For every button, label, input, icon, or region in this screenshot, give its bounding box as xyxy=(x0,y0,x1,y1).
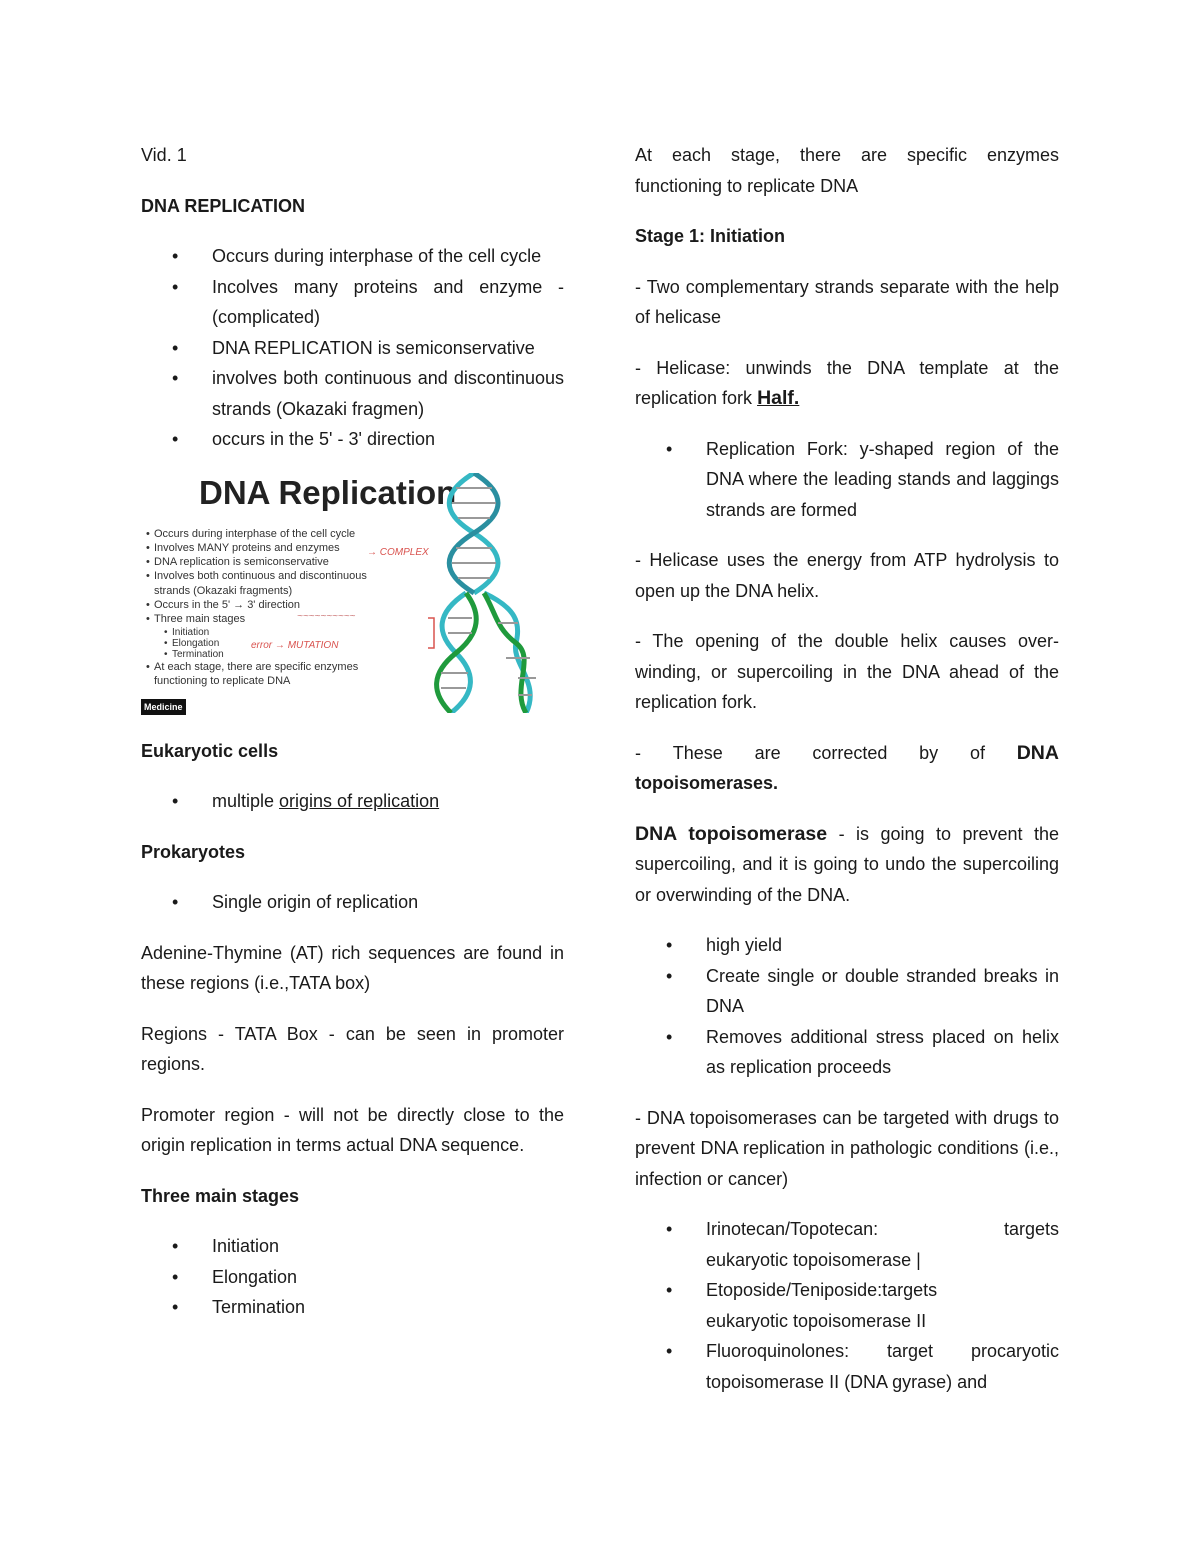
bullet-item: • Create single or double stranded breaks in DNA xyxy=(635,961,1059,1022)
bullet-item: • Etoposide/Teniposide:targets eukaryotic topoisomerase II xyxy=(635,1275,966,1336)
figure-subitem: • Elongation xyxy=(146,638,386,649)
figure-item: • At each stage, there are specific enzymes functioning to replicate DNA xyxy=(146,660,386,689)
left-column xyxy=(141,140,564,1343)
annotation-complex: → COMPLEX xyxy=(367,546,429,558)
figure-badge: Medicine xyxy=(141,699,186,715)
paragraph-strands: - Two complementary strands separate with the help of helicase xyxy=(635,276,1059,327)
bullet-item: • Incolves many proteins and enzyme - (complicated) xyxy=(141,272,564,333)
stages-bullets xyxy=(141,1231,564,1323)
drug-bullets xyxy=(635,1214,1059,1397)
paragraph-helicase: - Helicase: unwinds the DNA template at the replication fork Half. xyxy=(635,357,1059,409)
section-heading-eukaryotic: Eukaryotic cells xyxy=(141,740,279,761)
bullet-item: • Termination xyxy=(141,1292,564,1323)
paragraph-drugs: - DNA topoisomerases can be targeted with drugs to prevent DNA replication in pathologic conditions (i.e., infection or cancer) xyxy=(635,1107,1059,1189)
bullet-item: • Single origin of replication xyxy=(141,887,564,918)
paragraph-supercoiling: - The opening of the double helix causes over-winding, or supercoiling in the DNA ahead of the replication fork. xyxy=(635,631,1059,712)
figure-subitem: • Initiation xyxy=(146,627,386,638)
bullet-item: • Replication Fork: y-shaped region of the DNA where the leading stands and laggings strands are formed xyxy=(635,434,1059,526)
annotation-direction-note: ~~~~~~~~~~ xyxy=(297,610,356,622)
figure-item: • Three main stages xyxy=(146,612,386,626)
bullet-item: • Occurs during interphase of the cell cycle xyxy=(141,241,564,272)
fork-bullets xyxy=(635,434,1059,526)
figure-item: • Involves MANY proteins and enzymes xyxy=(146,541,386,555)
half-note: Half. xyxy=(757,387,800,409)
figure-item: • Occurs during interphase of the cell cycle xyxy=(146,527,386,541)
figure-item: • DNA replication is semiconservative xyxy=(146,555,386,569)
paragraph-topo-definition: DNA topoisomerase - is going to prevent the supercoiling, and it is going to undo the supercoiling or overwinding of the DNA. xyxy=(635,822,1059,905)
bullet-item: • Irinotecan/Topotecan: targets eukaryotic topoisomerase | xyxy=(635,1214,1059,1275)
bullet-item: • involves both continuous and discontinuous strands (Okazaki fragmen) xyxy=(141,363,564,424)
bullet-item: • DNA REPLICATION is semiconservative xyxy=(141,333,564,364)
bullet-item: • occurs in the 5' - 3' direction xyxy=(141,424,564,455)
section-heading-stage1: Stage 1: Initiation xyxy=(635,226,786,246)
figure-item: • Occurs in the 5' → 3' direction xyxy=(146,598,386,612)
figure-title: DNA Replication xyxy=(199,473,457,511)
annotation-mutation: error → MUTATION xyxy=(251,639,339,651)
section-heading-three-stages: Three main stages xyxy=(141,1185,300,1206)
topoisomerase-term: DNA topoisomerase xyxy=(635,822,828,845)
prokaryote-bullets xyxy=(141,887,564,918)
dna-replication-figure xyxy=(141,473,553,718)
right-column xyxy=(635,140,1059,1417)
topoisomerases-term: topoisomerases. xyxy=(635,773,779,793)
paragraph-at-rich: Adenine-Thymine (AT) rich sequences are found in these regions (i.e.,TATA box) xyxy=(141,942,564,993)
bullet-item: • Fluoroquinolones: target procaryotic topoisomerase II (DNA gyrase) and xyxy=(635,1336,1059,1397)
figure-item: • Involves both continuous and discontinuous strands (Okazaki fragments) xyxy=(146,569,386,598)
eukaryotic-bullets xyxy=(141,786,564,817)
bullet-item: • high yield xyxy=(635,930,1059,961)
figure-subitem: • Termination xyxy=(146,649,386,660)
bullet-item: • Elongation xyxy=(141,1262,564,1293)
section-heading-prokaryotes: Prokaryotes xyxy=(141,841,246,862)
bullet-item: • Initiation xyxy=(141,1231,564,1262)
paragraph-promoter: Promoter region - will not be directly close to the origin replication in terms actual DNA sequence. xyxy=(141,1104,564,1155)
paragraph-corrected: - These are corrected by of DNA topoisomerases. xyxy=(635,741,1059,793)
dna-replication-bullets xyxy=(141,241,564,455)
paragraph-atp: - Helicase uses the energy from ATP hydrolysis to open up the DNA helix. xyxy=(635,550,1059,601)
origins-of-replication-text: origins of replication xyxy=(279,791,440,811)
bullet-item: • Removes additional stress placed on helix as replication proceeds xyxy=(635,1022,1059,1083)
paragraph-intro: At each stage, there are specific enzymes functioning to replicate DNA xyxy=(635,145,1059,196)
bullet-item: • multiple origins of replication xyxy=(141,786,564,817)
video-label: Vid. 1 xyxy=(141,145,187,165)
topo-bullets xyxy=(635,930,1059,1083)
section-heading-dna-replication: DNA REPLICATION xyxy=(141,195,305,216)
dna-helix-image xyxy=(426,473,551,713)
paragraph-regions: Regions - TATA Box - can be seen in promoter regions. xyxy=(141,1023,564,1074)
